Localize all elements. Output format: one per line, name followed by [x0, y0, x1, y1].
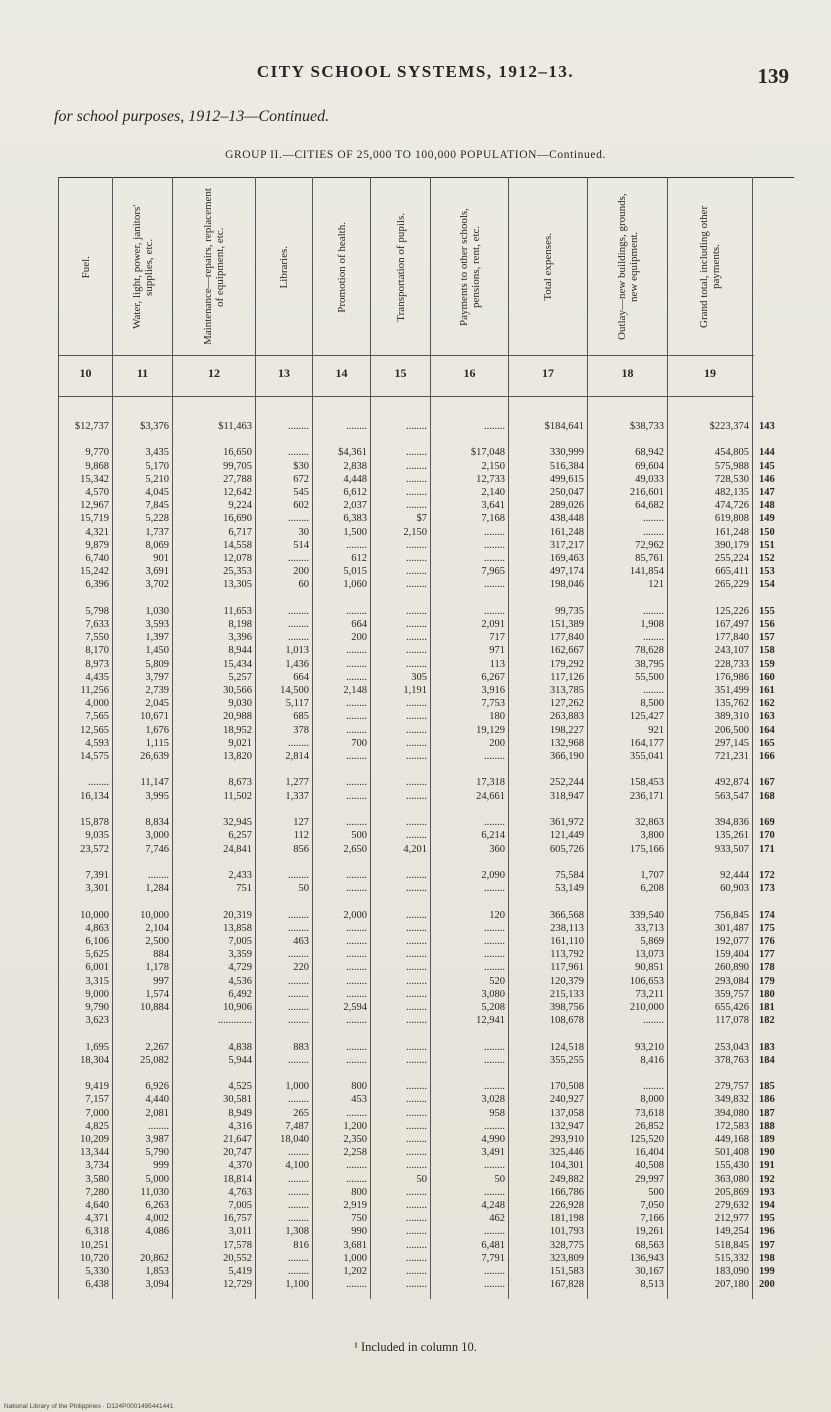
- page-number: 139: [757, 64, 789, 88]
- column-header-outlay: Outlay—new buildings, grounds, new equipment.: [615, 193, 640, 341]
- column-header-health: Promotion of health.: [335, 221, 348, 313]
- column-number: 18: [621, 366, 634, 380]
- column-values-grand-total: $223,374 454,805 575,988 728,530 482,135 474,726 619,808 161,248 390,179 255,224 665,411 265,229 125,226 167,497 177,840 243,107 228,733 176,986 351,499 135,762 389,310 206,500 297,145 721,231 492,874 563,547 394,836 135,261 933,507 92,444 60,903 756,845 301,487 192,077 159,404 260,890 293,084 359,757 655,426 117,078 253,043 378,763 279,757 349,832 394,080 172,583 449,168 501,408 155,430 363,080 205,869 279,632 212,977 149,254 518,845 515,332 183,090 207,180: [709, 421, 749, 1291]
- column-header-grand-total: Grand total, including other payments.: [698, 205, 722, 329]
- table-top-rule: [58, 177, 794, 178]
- column-values-water-light: $3,376 3,435 5,170 5,210 4,045 7,845 5,228 1,737 8,069 901 3,691 3,702 1,030 3,593 1,397 1,450 5,809 3,797 2,739 2,045 10,671 1,676 1,115 26,639 11,147 3,995 8,834 3,000 7,746 ........ 1,284 10,000 2,104 2,500 884 1,178 997 1,574 10,884 2,267 25,082 6,926 4,440 2,081 ........ 3,987 5,790 999 5,000 11,030 6,263 4,002 4,086 20,862 1,853 3,094: [140, 421, 169, 1291]
- column-values-libraries: ........ ........ $30 672 545 602 ........ 30 514 ........ 200 60 ........ ........ ........ 1,013 1,436 664 14,500 5,117 685 378 ........ 2,814 1,277 1,337 127 112 856 ........ 50 ........ ........ 463 ........ 220 ........ ........ ........ ........ 883 ........ 1,000 ........ 265 7,487 18,040 ........ 4,100 ........ ........ ........ ........ 1,308 816 ........ ........ 1,100: [280, 421, 309, 1291]
- column-number: 12: [208, 366, 220, 380]
- column-values-total-expenses: $184,641 330,999 516,384 499,615 250,047 289,026 438,448 161,248 317,217 169,463 497,174 198,046 99,735 151,389 177,840 162,667 179,292 117,126 313,785 127,262 263,883 198,227 132,968 366,190 252,244 318,947 361,972 121,449 605,726 75,584 53,149 366,568 238,113 161,110 113,792 117,961 120,379 215,133 398,756 108,678 124,518 355,255 170,508 240,927 137,058 132,947 293,910 325,446 104,301 249,882 166,786 226,928 181,198 101,793 328,775 323,809 151,583 167,828: [544, 421, 584, 1291]
- column-header-fuel: Fuel.: [79, 255, 92, 279]
- column-header-maintenance: Maintenance—repairs, replacement of equipment, etc.: [202, 188, 226, 346]
- column-number: 15: [394, 366, 407, 380]
- header-rule: [58, 355, 754, 356]
- column-values-outlay: $38,733 68,942 69,604 49,033 216,601 64,682 ........ ........ 72,962 85,761 141,854 121 ........ 1,908 ........ 78,628 38,795 55,500 ........ 8,500 125,427 921 164,177 355,041 158,453 236,171 32,863 3,800 175,166 1,707 6,208 339,540 33,713 5,869 13,073 90,851 106,653 73,211 210,000 ........ 93,210 8,416 ........ 8,000 73,618 26,852 125,520 16,404 40,508 29,997 500 7,050 7,166 19,261 68,563 136,943 30,167 8,513: [629, 421, 664, 1291]
- column-values-transportation: ........ ........ ........ ........ ........ ........ $7 2,150 ........ ........ ........ ........ ........ ........ ........ ........ ........ 305 1,191 ........ ........ ........ ........ ........ ........ ........ ........ ........ 4,201 ........ ........ ........ ........ ........ ........ ........ ........ ........ ........ ........ ........ ........ ........ ........ ........ ........ ........ ........ ........ 50 ........ ........ ........ ........ ........ ........ ........ ........: [403, 421, 427, 1291]
- column-number: 11: [136, 366, 149, 380]
- column-values-fuel: $12,737 9,770 9,868 15,342 4,570 12,967 15,719 4,321 9,879 6,740 15,242 6,396 5,798 7,633 7,550 8,170 8,973 4,435 11,256 4,000 7,565 12,565 4,593 14,575 ........ 16,134 15,878 9,035 23,572 7,391 3,301 10,000 4,863 6,106 5,625 6,001 3,315 9,000 9,790 3,623 1,695 18,304 9,419 7,157 7,000 4,825 10,209 13,344 3,734 3,580 7,280 4,640 4,371 6,318 10,251 10,720 5,330 6,438: [74, 421, 109, 1291]
- column-number: 19: [704, 366, 716, 380]
- footnote: ¹ Included in column 10.: [354, 1340, 477, 1354]
- column-header-libraries: Libraries.: [278, 245, 290, 289]
- column-values-maintenance: $11,463 16,650 99,705 27,788 12,642 9,224 16,690 6,717 14,558 12,078 25,353 13,305 11,653 8,198 3,396 8,944 15,434 5,257 30,566 9,030 20,988 18,952 9,021 13,820 8,673 11,502 32,945 6,257 24,841 2,433 751 20,319 13,858 7,005 3,359 4,729 4,536 6,492 10,906 ............. 4,838 5,944 4,525 30,581 8,949 4,316 21,647 20,747 4,370 18,814 4,763 7,005 16,757 3,011 17,578 20,552 5,419 12,729: [217, 421, 252, 1291]
- column-number: 16: [463, 366, 476, 380]
- column-divider: [752, 177, 753, 1299]
- running-title: CITY SCHOOL SYSTEMS, 1912–13.: [256, 62, 575, 81]
- column-number-rule: [58, 396, 754, 397]
- row-numbers: 143 144 145 146 147 148 149 150 151 152 153 154 155 156 157 158 159 160 161 162 163 164 165 166 167 168 169 170 171 172 173 174 175 176 177 178 179 180 181 182 183 184 185 186 187 188 189 190 191 192 193 194 195 196 197 198 199 200: [759, 421, 775, 1291]
- column-header-water-light: Water, light, power, janitors' supplies, etc.: [130, 204, 155, 330]
- column-header-payments: Payments to other schools, pensions, rent, etc.: [457, 208, 482, 326]
- column-header-total-expenses: Total expenses.: [542, 233, 554, 301]
- column-number: 10: [79, 366, 92, 380]
- digitization-watermark: National Library of the Philippines · D124P0001495441441: [4, 1403, 174, 1410]
- column-values-payments: ........ $17,048 2,150 12,733 2,140 3,641 7,168 ........ ........ ........ 7,965 ........ ........ 2,091 717 971 113 6,267 3,916 7,753 180 19,129 200 ........ 17,318 24,661 ........ 6,214 360 2,090 ........ 120 ........ ........ ........ ........ 520 3,080 5,208 12,941 ........ ........ ........ 3,028 958 ........ 4,990 3,491 ........ 50 ........ 4,248 462 ........ 6,481 7,791 ........ ........: [470, 421, 505, 1291]
- group-title: GROUP II.—CITIES OF 25,000 TO 100,000 POPULATION—Continued.: [225, 149, 606, 161]
- column-number: 17: [542, 366, 554, 380]
- column-header-transportation: Transportation of pupils.: [394, 212, 407, 322]
- column-number: 13: [278, 366, 290, 380]
- table-continuation-title: for school purposes, 1912–13—Continued.: [54, 108, 330, 125]
- column-number: 14: [335, 366, 348, 380]
- column-values-health: ........ $4,361 2,838 4,448 6,612 2,037 6,383 1,500 ........ 612 5,015 1,060 ........ 664 200 ........ ........ ........ 2,148 ........ ........ ........ 700 ........ ........ ........ ........ 500 2,650 ........ ........ 2,000 ........ ........ ........ ........ ........ ........ 2,594 ........ ........ ........ 800 453 ........ 1,200 2,350 2,258 ........ ........ 800 2,919 750 990 3,681 1,000 1,202 ........: [338, 421, 367, 1291]
